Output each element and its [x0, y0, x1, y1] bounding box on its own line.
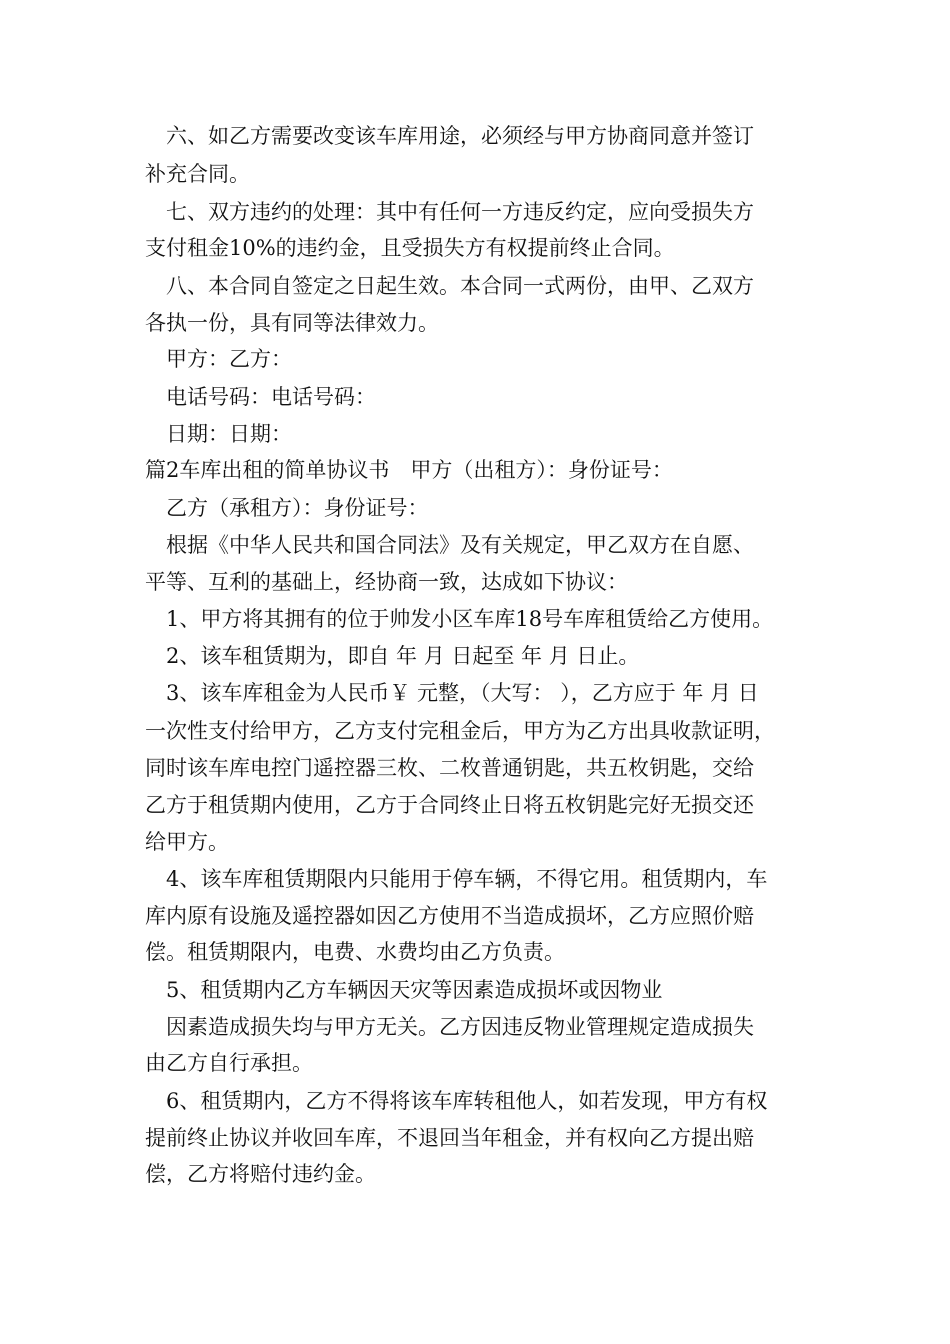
text-line: 电话号码：电话号码： — [145, 385, 376, 409]
text-line: 同时该车库电控门遥控器三枚、二枚普通钥匙，共五枚钥匙，交给 — [145, 756, 754, 780]
text-line: 2、该车租赁期为，即自 年 月 日起至 年 月 日止。 — [145, 644, 640, 668]
text-line: 六、如乙方需要改变该车库用途，必须经与甲方协商同意并签订 — [145, 124, 754, 148]
text-line: 1、甲方将其拥有的位于帅发小区车库18号车库租赁给乙方使用。 — [145, 607, 774, 631]
text-line: 甲方：乙方： — [145, 347, 292, 371]
text-line: 各执一份，具有同等法律效力。 — [145, 311, 439, 335]
text-line: 库内原有设施及遥控器如因乙方使用不当造成损坏，乙方应照价赔 — [145, 904, 754, 928]
text-line: 6、租赁期内，乙方不得将该车库转租他人，如若发现，甲方有权 — [145, 1089, 768, 1113]
text-line: 七、双方违约的处理：其中有任何一方违反约定，应向受损失方 — [145, 200, 754, 224]
text-line: 八、本合同自签定之日起生效。本合同一式两份，由甲、乙双方 — [145, 274, 754, 298]
text-line: 因素造成损失均与甲方无关。乙方因违反物业管理规定造成损失 — [145, 1015, 754, 1039]
text-line: 支付租金10%的违约金，且受损失方有权提前终止合同。 — [145, 236, 675, 260]
text-line: 5、租赁期内乙方车辆因天灾等因素造成损坏或因物业 — [145, 978, 663, 1002]
text-line: 乙方于租赁期内使用，乙方于合同终止日将五枚钥匙完好无损交还 — [145, 793, 754, 817]
text-line: 提前终止协议并收回车库，不退回当年租金，并有权向乙方提出赔 — [145, 1126, 754, 1150]
text-line: 补充合同。 — [145, 162, 250, 186]
text-line: 给甲方。 — [145, 830, 229, 854]
text-line: 根据《中华人民共和国合同法》及有关规定，甲乙双方在自愿、 — [145, 533, 754, 557]
text-line: 一次性支付给甲方，乙方支付完租金后，甲方为乙方出具收款证明， — [145, 719, 775, 743]
text-line: 3、该车库租金为人民币￥ 元整，（大写： ），乙方应于 年 月 日 — [145, 681, 759, 705]
text-line: 日期：日期： — [145, 422, 292, 446]
text-line: 偿，乙方将赔付违约金。 — [145, 1162, 376, 1186]
text-line: 由乙方自行承担。 — [145, 1051, 313, 1075]
text-line: 平等、互利的基础上，经协商一致，达成如下协议： — [145, 570, 628, 594]
text-line: 4、该车库租赁期限内只能用于停车辆，不得它用。租赁期内，车 — [145, 867, 768, 891]
text-line: 乙方（承租方）：身份证号： — [145, 496, 429, 520]
text-line: 篇2车库出租的简单协议书 甲方（出租方）：身份证号： — [145, 458, 673, 482]
text-line: 偿。租赁期限内，电费、水费均由乙方负责。 — [145, 940, 565, 964]
